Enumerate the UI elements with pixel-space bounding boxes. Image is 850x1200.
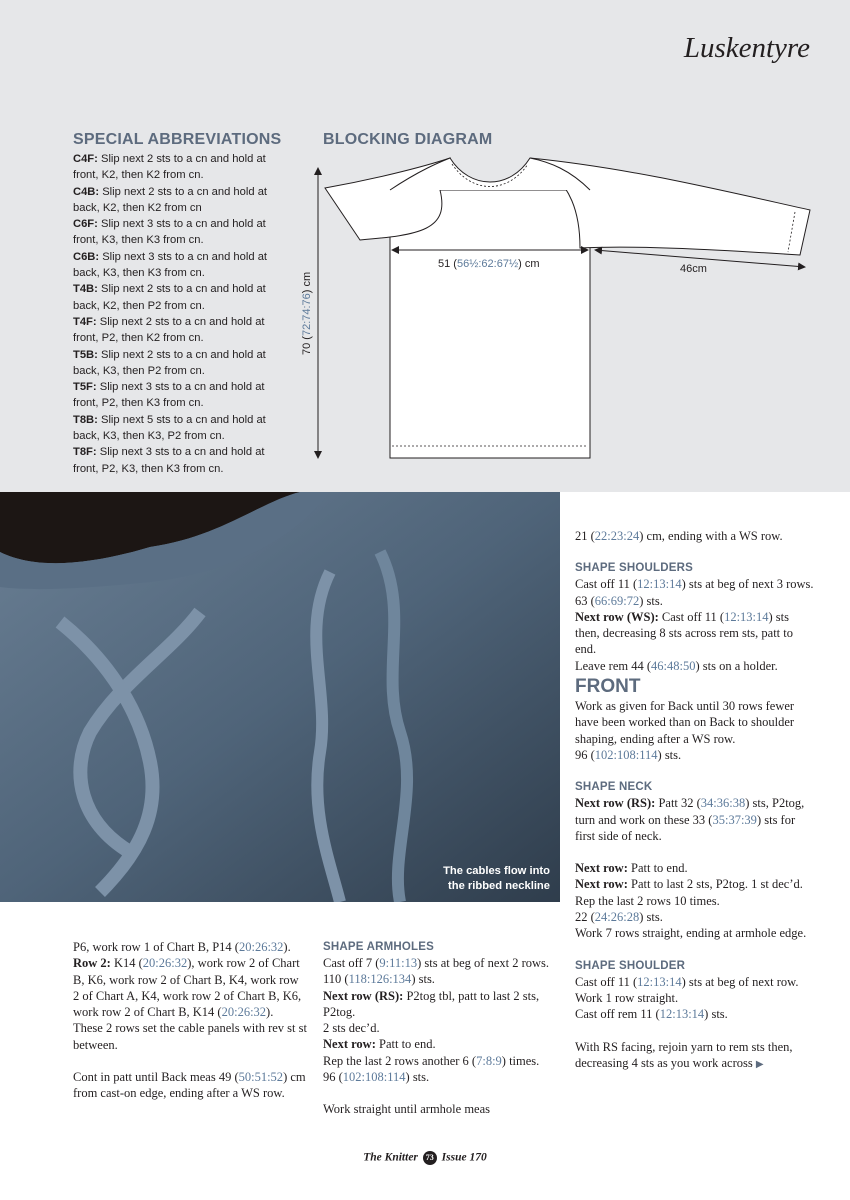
abbreviation-item: C6F: Slip next 3 sts to a cn and hold at front, K3, then K3 from cn. xyxy=(73,218,266,247)
continued-arrow-icon: ▶ xyxy=(755,1058,764,1070)
instruction-line: Work 1 row straight. xyxy=(575,990,679,1005)
abbreviation-item: C6B: Slip next 3 sts to a cn and hold at back, K3, then K3 from cn. xyxy=(73,250,268,280)
instruction-line: 63 (66:69:72) sts. xyxy=(575,593,663,608)
instruction-line: Work straight until armhole meas xyxy=(323,1102,491,1117)
instruction-line: 96 (102:108:114) sts. xyxy=(575,747,682,762)
sweater-outline xyxy=(325,158,810,458)
instruction-line: Work 7 rows straight, ending at armhole edge. xyxy=(575,926,807,941)
instruction-para: Row 2: K14 (20:26:32), work row 2 of Chart B, K6, work row 2 of Chart B, K4, work row 2 of Chart A, K4, work row 2 of Chart B, K6, work row 2 of Chart B, K14 (20:26:32). xyxy=(73,956,302,1020)
sleeve-measure-label: 46cm xyxy=(680,263,707,275)
abbreviation-item: T4B: Slip next 2 sts to a cn and hold at back, K2, then P2 from cn. xyxy=(73,283,266,312)
instructions-column-1 xyxy=(73,939,308,1102)
abbreviation-item: T8B: Slip next 5 sts to a cn and hold at back, K3, then K3, P2 from cn. xyxy=(73,413,266,443)
magazine-name: The Knitter xyxy=(363,1151,418,1164)
instruction-line: With RS facing, rejoin yarn to rem sts then, decreasing 4 sts as you work across ▶ xyxy=(575,1039,793,1070)
pattern-name: Luskentyre xyxy=(683,32,810,64)
blocking-diagram xyxy=(300,150,820,470)
section-heading: SHAPE SHOULDER xyxy=(575,959,686,972)
instruction-para: These 2 rows set the cable panels with rev st st between. xyxy=(73,1021,307,1052)
photo-caption: The cables flow into the ribbed neckline xyxy=(443,865,550,892)
instruction-para: P6, work row 1 of Chart B, P14 (20:26:32). xyxy=(73,940,291,954)
abbreviation-item: T8F: Slip next 3 sts to a cn and hold at front, P2, K3, then K3 from cn. xyxy=(73,446,265,475)
page-footer xyxy=(0,1151,850,1165)
instruction-line: Cast off rem 11 (12:13:14) sts. xyxy=(575,1007,728,1022)
chest-measure-label: 51 (56½:62:67½) cm xyxy=(438,258,540,270)
instruction-para: Cont in patt until Back meas 49 (50:51:52) cm from cast-on edge, ending after a WS row. xyxy=(73,1070,306,1101)
instruction-line: 2 sts dec’d. xyxy=(323,1021,380,1036)
sweater-photo xyxy=(0,492,560,902)
knit-texture xyxy=(0,492,560,902)
instruction-line: Next row: Patt to end. xyxy=(323,1037,436,1052)
instruction-line: 22 (24:26:28) sts. xyxy=(575,910,663,925)
instruction-line: 110 (118:126:134) sts. xyxy=(323,972,435,987)
abbreviations-title: SPECIAL ABBREVIATIONS xyxy=(73,131,282,148)
instructions-column-3 xyxy=(575,528,815,1073)
instruction-line: Next row (WS): Cast off 11 (12:13:14) sts then, decreasing 8 sts across rem sts, patt to end. xyxy=(575,609,794,657)
instruction-line: 96 (102:108:114) sts. xyxy=(323,1070,430,1085)
blocking-diagram-title: BLOCKING DIAGRAM xyxy=(323,131,493,148)
section-heading: SHAPE SHOULDERS xyxy=(575,562,694,575)
instruction-line: Next row: Patt to end. xyxy=(575,861,688,876)
instruction-line: Next row: Patt to last 2 sts, P2tog. 1 st dec’d. xyxy=(575,877,803,892)
instructions-column-2 xyxy=(323,939,560,1118)
abbreviation-item: T5F: Slip next 3 sts to a cn and hold at front, P2, then K3 from cn. xyxy=(73,381,265,410)
abbreviation-item: C4F: Slip next 2 sts to a cn and hold at front, K2, then K2 from cn. xyxy=(73,153,266,182)
instruction-line: Leave rem 44 (46:48:50) sts on a holder. xyxy=(575,658,778,673)
section-heading: SHAPE NECK xyxy=(575,781,653,794)
abbreviation-item: T4F: Slip next 2 sts to a cn and hold at front, P2, then K2 from cn. xyxy=(73,315,265,345)
instruction-line: Rep the last 2 rows 10 times. xyxy=(575,893,720,908)
instruction-line: Work as given for Back until 30 rows fewer have been worked than on Back to shoulder shaping, ending after a WS row. xyxy=(575,699,795,746)
instruction-line: Rep the last 2 rows another 6 (7:8:9) times. xyxy=(323,1053,540,1068)
instruction-line: Cast off 7 (9:11:13) sts at beg of next 2 rows. xyxy=(323,956,550,970)
abbreviation-item: T5B: Slip next 2 sts to a cn and hold at back, K3, then P2 from cn. xyxy=(73,348,266,377)
abbreviations-list xyxy=(73,151,283,477)
front-heading: FRONT xyxy=(575,676,641,698)
section-heading: SHAPE ARMHOLES xyxy=(323,941,434,953)
instruction-line: Cast off 11 (12:13:14) sts at beg of next row. xyxy=(575,974,799,989)
instruction-line: Next row (RS): Patt 32 (34:36:38) sts, P2tog, turn and work on these 33 (35:37:39) sts for first side of neck. xyxy=(575,796,805,843)
page-number: 73 xyxy=(423,1151,437,1165)
instruction-line: 21 (22:23:24) cm, ending with a WS row. xyxy=(575,529,783,543)
length-measure-label: 70 (72:74:76) cm xyxy=(301,271,313,355)
instruction-line: Next row (RS): P2tog tbl, patt to last 2 sts, P2tog. xyxy=(323,988,540,1019)
instruction-line: Cast off 11 (12:13:14) sts at beg of next 3 rows. xyxy=(575,577,814,592)
issue-number: Issue 170 xyxy=(441,1151,487,1164)
abbreviation-item: C4B: Slip next 2 sts to a cn and hold at back, K2, then K2 from cn xyxy=(73,185,268,214)
